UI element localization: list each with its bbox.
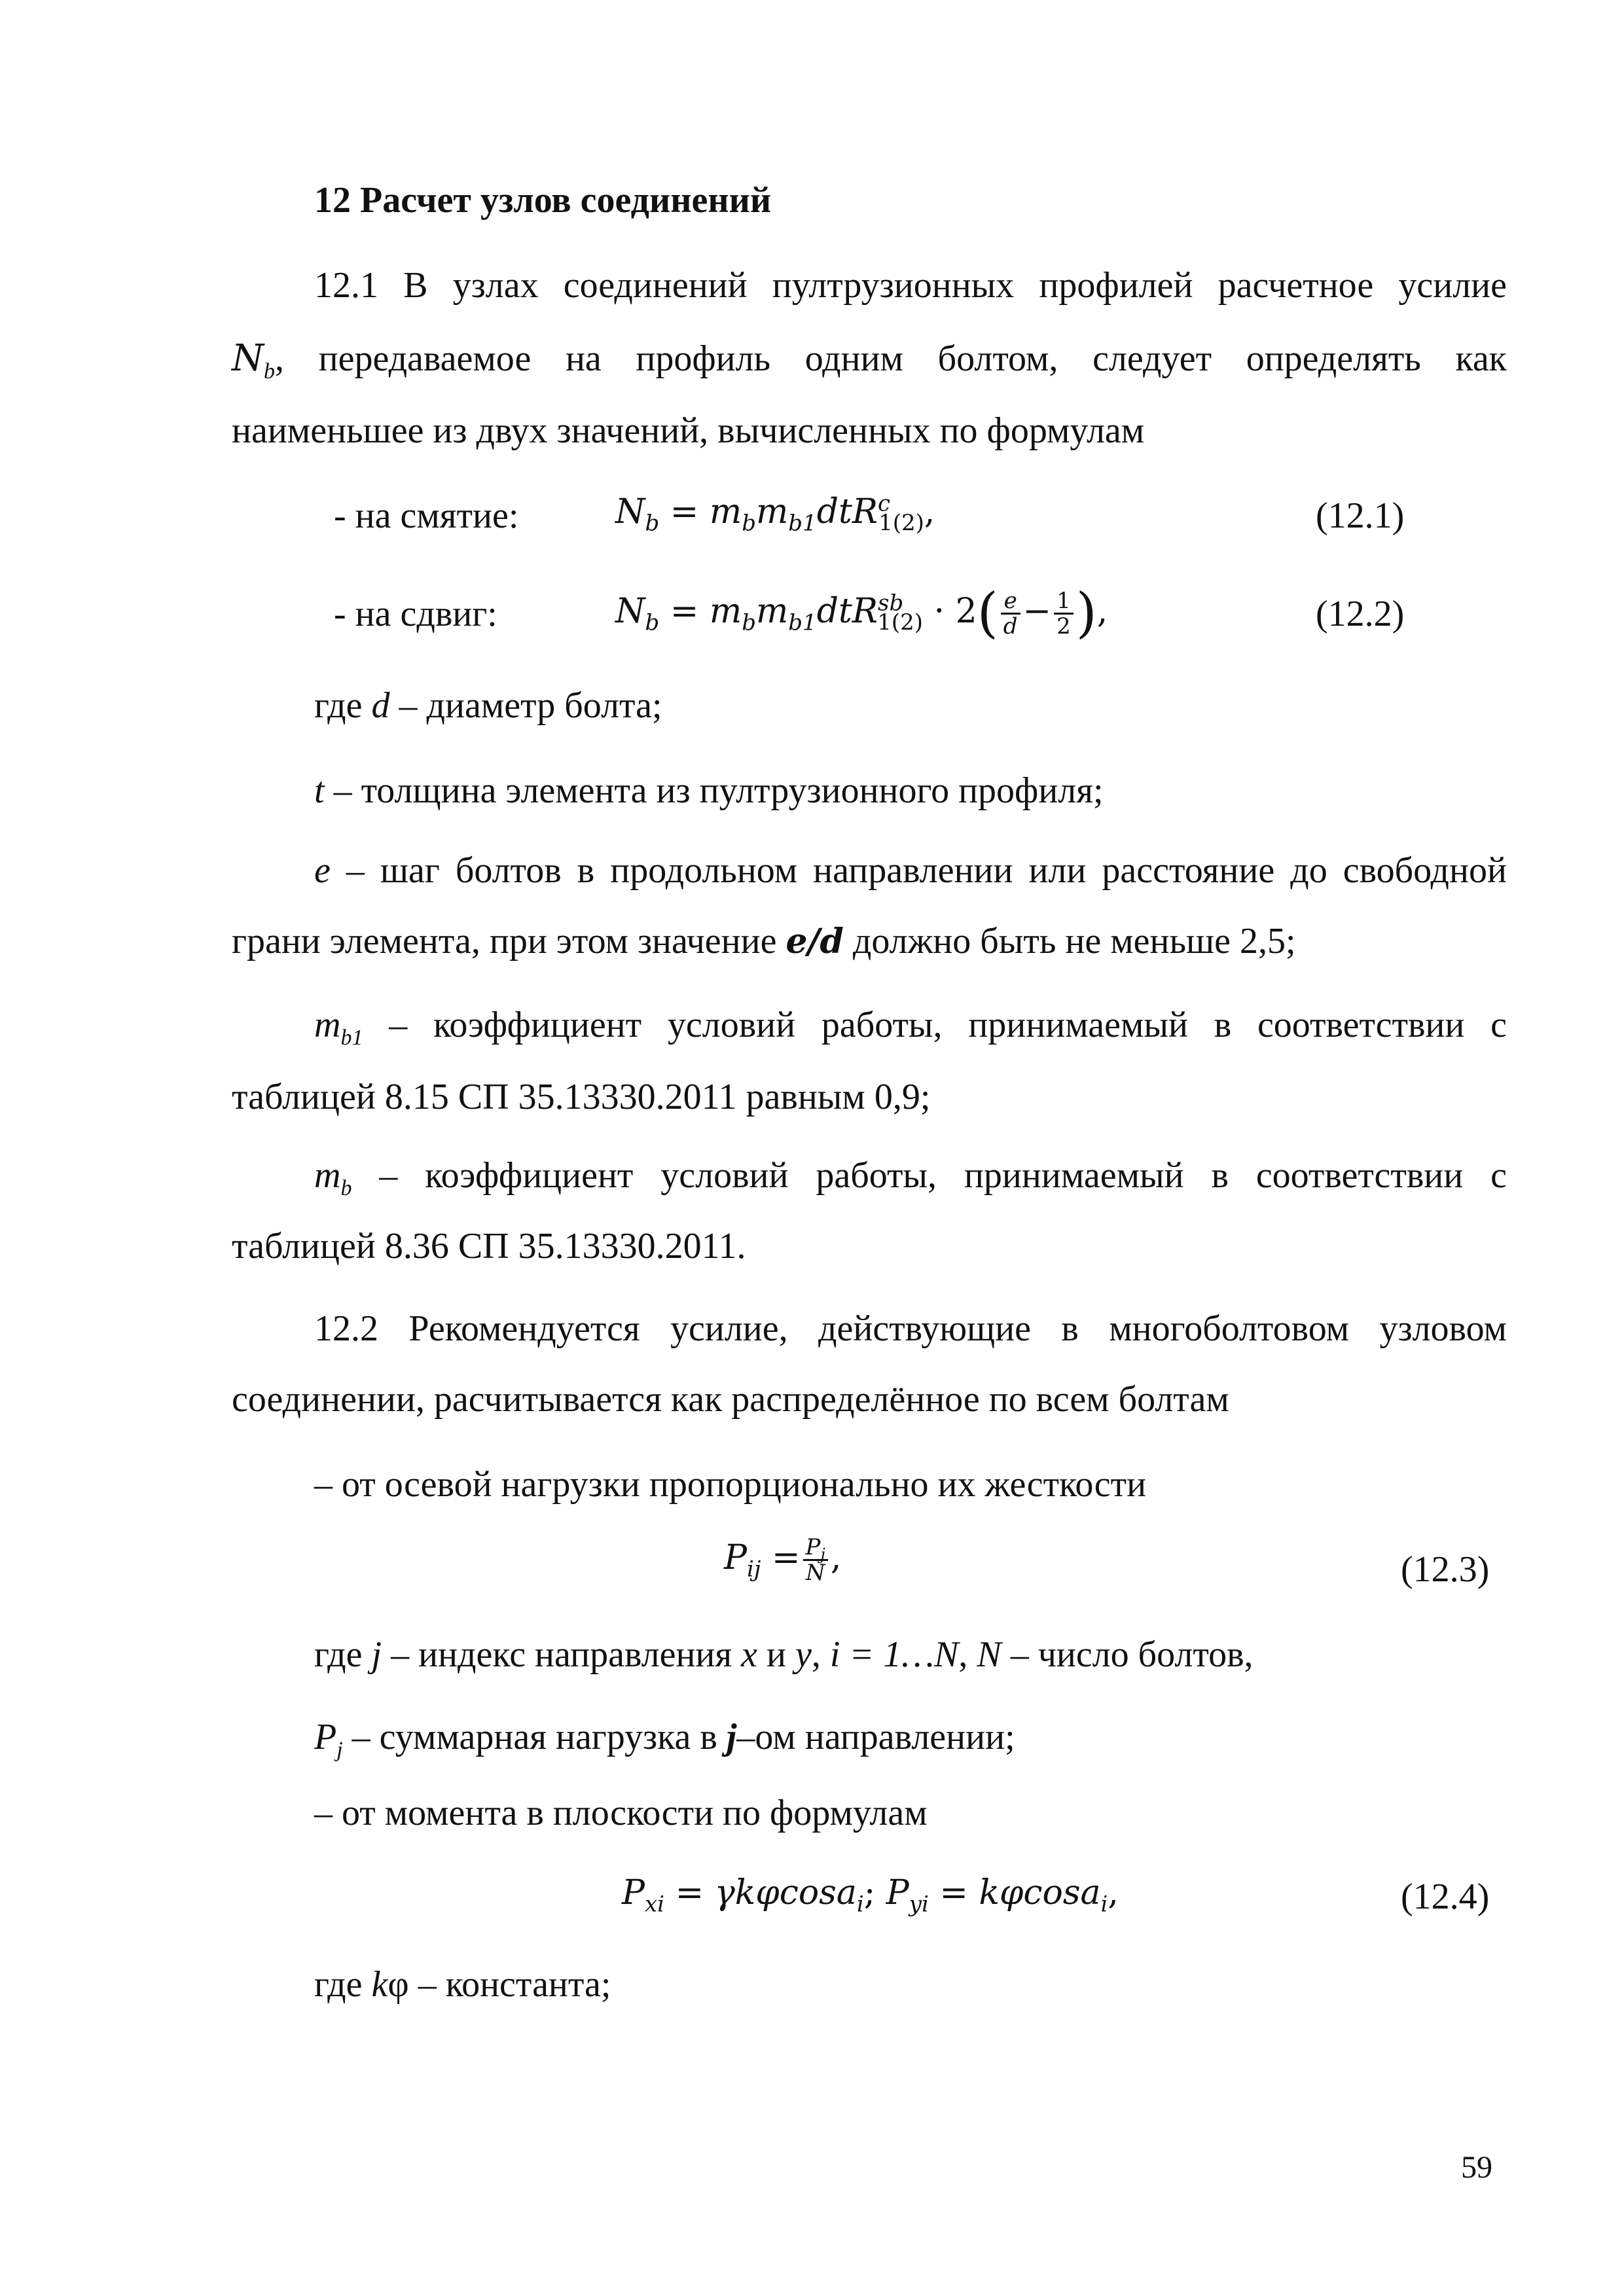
word: узлах <box>452 265 539 306</box>
word: 12.1 <box>314 265 378 306</box>
para2-line1: 12.2 Рекомендуется усилие, действующие в многоболтовом узловом <box>314 1308 1507 1349</box>
def-e-line2: грани элемента, при этом значение e/d должно быть не меньше 2,5; <box>232 921 1296 961</box>
var-mb1: $m_{b1}$ <box>314 1005 363 1050</box>
var-mb: $m_b$ <box>314 1155 352 1201</box>
word: следует <box>1092 338 1212 379</box>
para1-line2 <box>232 337 1507 384</box>
word: профиль <box>636 338 771 379</box>
formula3: $P_{ij}$ = $\frac{P_j}{N}$ , <box>724 1534 842 1586</box>
word: профилей <box>1039 265 1193 306</box>
def-d: где d – диаметр болта; <box>314 685 662 726</box>
def-mb1-line2: таблицей 8.15 СП 35.13330.2011 равным 0,9; <box>232 1077 931 1117</box>
para2-line3: – от осевой нагрузки пропорционально их жесткости <box>314 1464 1147 1505</box>
def-j: где j – индекс направления x и y, i = 1…N, N – число болтов, <box>314 1634 1254 1675</box>
nb-symbol: $N_b$, <box>232 337 284 384</box>
formula1-number: (12.1) <box>1316 495 1405 536</box>
formula2-number: (12.2) <box>1316 594 1405 634</box>
section-heading: 12 Расчет узлов соединений <box>314 180 772 221</box>
word: пултрузионных <box>772 265 1015 306</box>
para2-line2: соединении, расчитывается как распределённое по всем болтам <box>232 1379 1229 1420</box>
def-kphi: где kφ – константа; <box>314 1964 611 2005</box>
formula1: $N_b = m_bm_{b1}dtR^c_{1(2)}$, <box>615 490 935 537</box>
def-pj: $P_j$ – суммарная нагрузка в j–ом направлении; <box>314 1717 1015 1763</box>
formula4: $P_{xi} = \gamma k\varphi\cos a_i$; $P_{yi} = k\varphi\cos a_i$, <box>622 1873 1119 1918</box>
word: одним <box>804 338 903 379</box>
word: как <box>1455 338 1507 379</box>
formula1-label: - на смятие: <box>334 495 519 536</box>
word: на <box>565 338 602 379</box>
para1-line1 <box>314 267 1507 304</box>
def-mb-line2: таблицей 8.36 СП 35.13330.2011. <box>232 1226 746 1266</box>
var-e: e <box>314 850 331 891</box>
def-mb-line1: $m_b$ – коэффициент условий работы, принимаемый в соответствии с <box>314 1155 1507 1201</box>
word: усилие <box>1398 265 1507 306</box>
formula3-number: (12.3) <box>1401 1549 1490 1590</box>
def-e-line1: e – шаг болтов в продольном направлении или расстояние до свободной <box>314 850 1507 891</box>
page-number: 59 <box>1461 2150 1492 2185</box>
def-mb1-line1: $m_{b1}$ – коэффициент условий работы, принимаемый в соответствии с <box>314 1005 1507 1050</box>
word: определять <box>1246 338 1421 379</box>
word: В <box>403 265 428 306</box>
word: передаваемое <box>318 338 532 379</box>
formula2: $N_b = m_bm_{b1}dtR^{sb}_{1(2)} \cdot 2$( $\frac{e}{d}$ − $\frac{1}{2}$ ), <box>615 582 1108 645</box>
formula2-label: - на сдвиг: <box>334 594 497 634</box>
formula4-number: (12.4) <box>1401 1876 1490 1917</box>
word: расчетное <box>1218 265 1374 306</box>
para1-line3: наименьшее из двух значений, вычисленных по формулам <box>232 410 1145 451</box>
moment-line: – от момента в плоскости по формулам <box>314 1793 928 1833</box>
def-t: t – толщина элемента из пултрузионного профиля; <box>314 770 1104 811</box>
word: болтом, <box>937 338 1058 379</box>
word: соединений <box>563 265 748 306</box>
